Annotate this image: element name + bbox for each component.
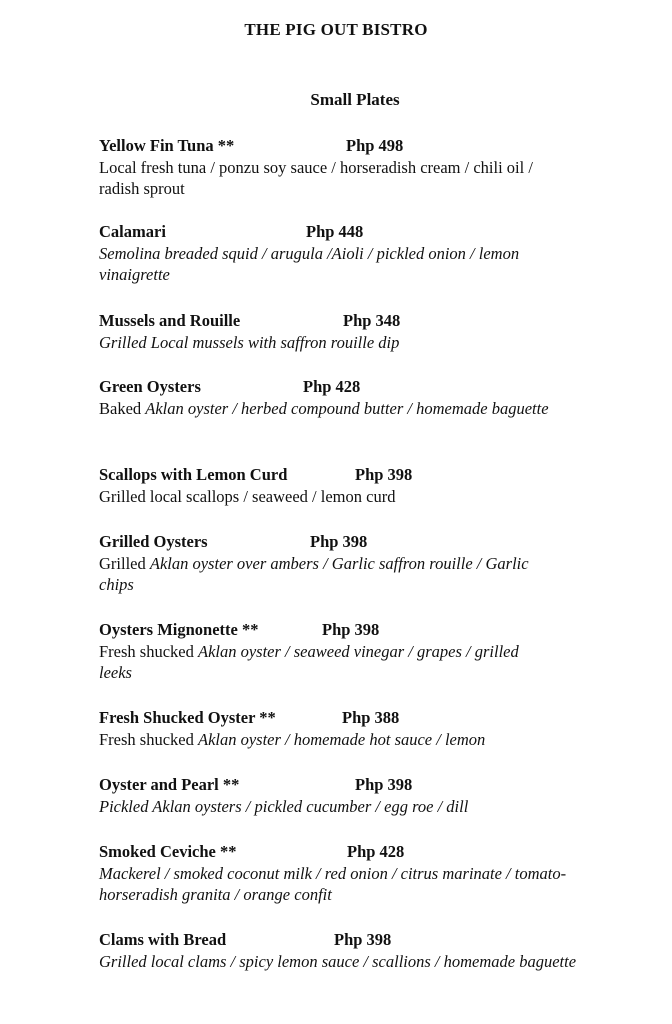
menu-item-description-plain: Fresh shucked: [99, 642, 198, 661]
menu-item: [99, 531, 559, 595]
menu-item-name: Smoked Ceviche **: [99, 842, 237, 861]
menu-item-header: [99, 310, 599, 331]
menu-item-description-italic: Aklan oyster / herbed compound butter / homemade baguette: [145, 399, 549, 418]
menu-item-price: Php 398: [355, 775, 413, 794]
menu-item-price: Php 398: [310, 532, 368, 551]
menu-item-description-italic: Semolina breaded squid / arugula /Aioli / pickled onion / lemon vinaigrette: [99, 244, 520, 284]
menu-item: [99, 841, 579, 905]
menu-item: [99, 310, 599, 353]
menu-item: [99, 464, 599, 507]
menu-item-name: Oyster and Pearl **: [99, 775, 240, 794]
menu-item-name: Calamari: [99, 222, 166, 241]
menu-item-header: [99, 929, 579, 950]
menu-item: [99, 707, 599, 750]
section-heading: Small Plates: [310, 90, 400, 109]
menu-item-description: [99, 951, 579, 972]
restaurant-title: THE PIG OUT BISTRO: [244, 20, 428, 39]
menu-item-description-plain: Baked: [99, 399, 146, 418]
menu-item-name: Fresh Shucked Oyster **: [99, 708, 276, 727]
menu-item-description: [99, 553, 559, 595]
menu-item-header: [99, 619, 554, 640]
menu-item-header: [99, 841, 579, 862]
menu-item-name: Oysters Mignonette **: [99, 620, 259, 639]
menu-item-description-italic: Aklan oyster / homemade hot sauce / lemon: [197, 730, 486, 749]
menu-item-description: [99, 486, 599, 507]
menu-item-header: [99, 464, 599, 485]
menu-item-header: [99, 376, 559, 397]
menu-item-description-italic: Aklan oyster / seaweed vinegar / grapes / grilled leeks: [99, 642, 519, 682]
menu-item-description-plain: Grilled local scallops / seaweed / lemon curd: [99, 487, 396, 506]
menu-item-description-plain: Local fresh tuna / ponzu soy sauce / horseradish cream / chili oil / radish sprout: [99, 158, 533, 198]
menu-item-name: Grilled Oysters: [99, 532, 208, 551]
menu-item-description-plain: Fresh shucked: [99, 730, 198, 749]
menu-item-description-italic: Mackerel / smoked coconut milk / red onion / citrus marinate / tomato-horseradish granita / orange confit: [99, 864, 567, 904]
menu-item-description: [99, 398, 559, 419]
menu-item-description-italic: Aklan oyster over ambers / Garlic saffron rouille / Garlic chips: [99, 554, 529, 594]
menu-item-description: [99, 729, 599, 750]
menu-item-price: Php 398: [355, 465, 413, 484]
menu-item-header: [99, 531, 559, 552]
menu-item: [99, 221, 569, 285]
menu-item-price: Php 428: [347, 842, 405, 861]
menu-item-description: [99, 796, 599, 817]
menu-item-description: [99, 243, 569, 285]
menu-item-price: Php 398: [334, 930, 392, 949]
menu-item-price: Php 498: [346, 136, 404, 155]
menu-item-description: [99, 863, 579, 905]
menu-item-price: Php 448: [306, 222, 364, 241]
menu-item-header: [99, 707, 599, 728]
menu-item-description-italic: Grilled Local mussels with saffron rouille dip: [99, 333, 400, 352]
menu-item-description-plain: Grilled: [99, 554, 150, 573]
menu-item-price: Php 388: [342, 708, 400, 727]
menu-item-description: [99, 641, 554, 683]
menu-item-price: Php 398: [322, 620, 380, 639]
menu-item: [99, 774, 599, 817]
menu-item: [99, 135, 569, 199]
menu-item: [99, 929, 579, 972]
menu-item: [99, 619, 554, 683]
menu-item: [99, 376, 559, 419]
menu-item-name: Scallops with Lemon Curd: [99, 465, 288, 484]
menu-item-header: [99, 774, 599, 795]
menu-item-price: Php 348: [343, 311, 401, 330]
menu-item-header: [99, 135, 569, 156]
menu-item-description: [99, 157, 569, 199]
menu-item-name: Yellow Fin Tuna **: [99, 136, 235, 155]
menu-item-description: [99, 332, 599, 353]
menu-item-name: Clams with Bread: [99, 930, 227, 949]
menu-item-header: [99, 221, 569, 242]
menu-item-description-italic: Grilled local clams / spicy lemon sauce / scallions / homemade baguette: [99, 952, 577, 971]
menu-item-price: Php 428: [303, 377, 361, 396]
menu-item-name: Mussels and Rouille: [99, 311, 241, 330]
menu-item-description-italic: Pickled Aklan oysters / pickled cucumber / egg roe / dill: [99, 797, 469, 816]
menu-item-name: Green Oysters: [99, 377, 201, 396]
